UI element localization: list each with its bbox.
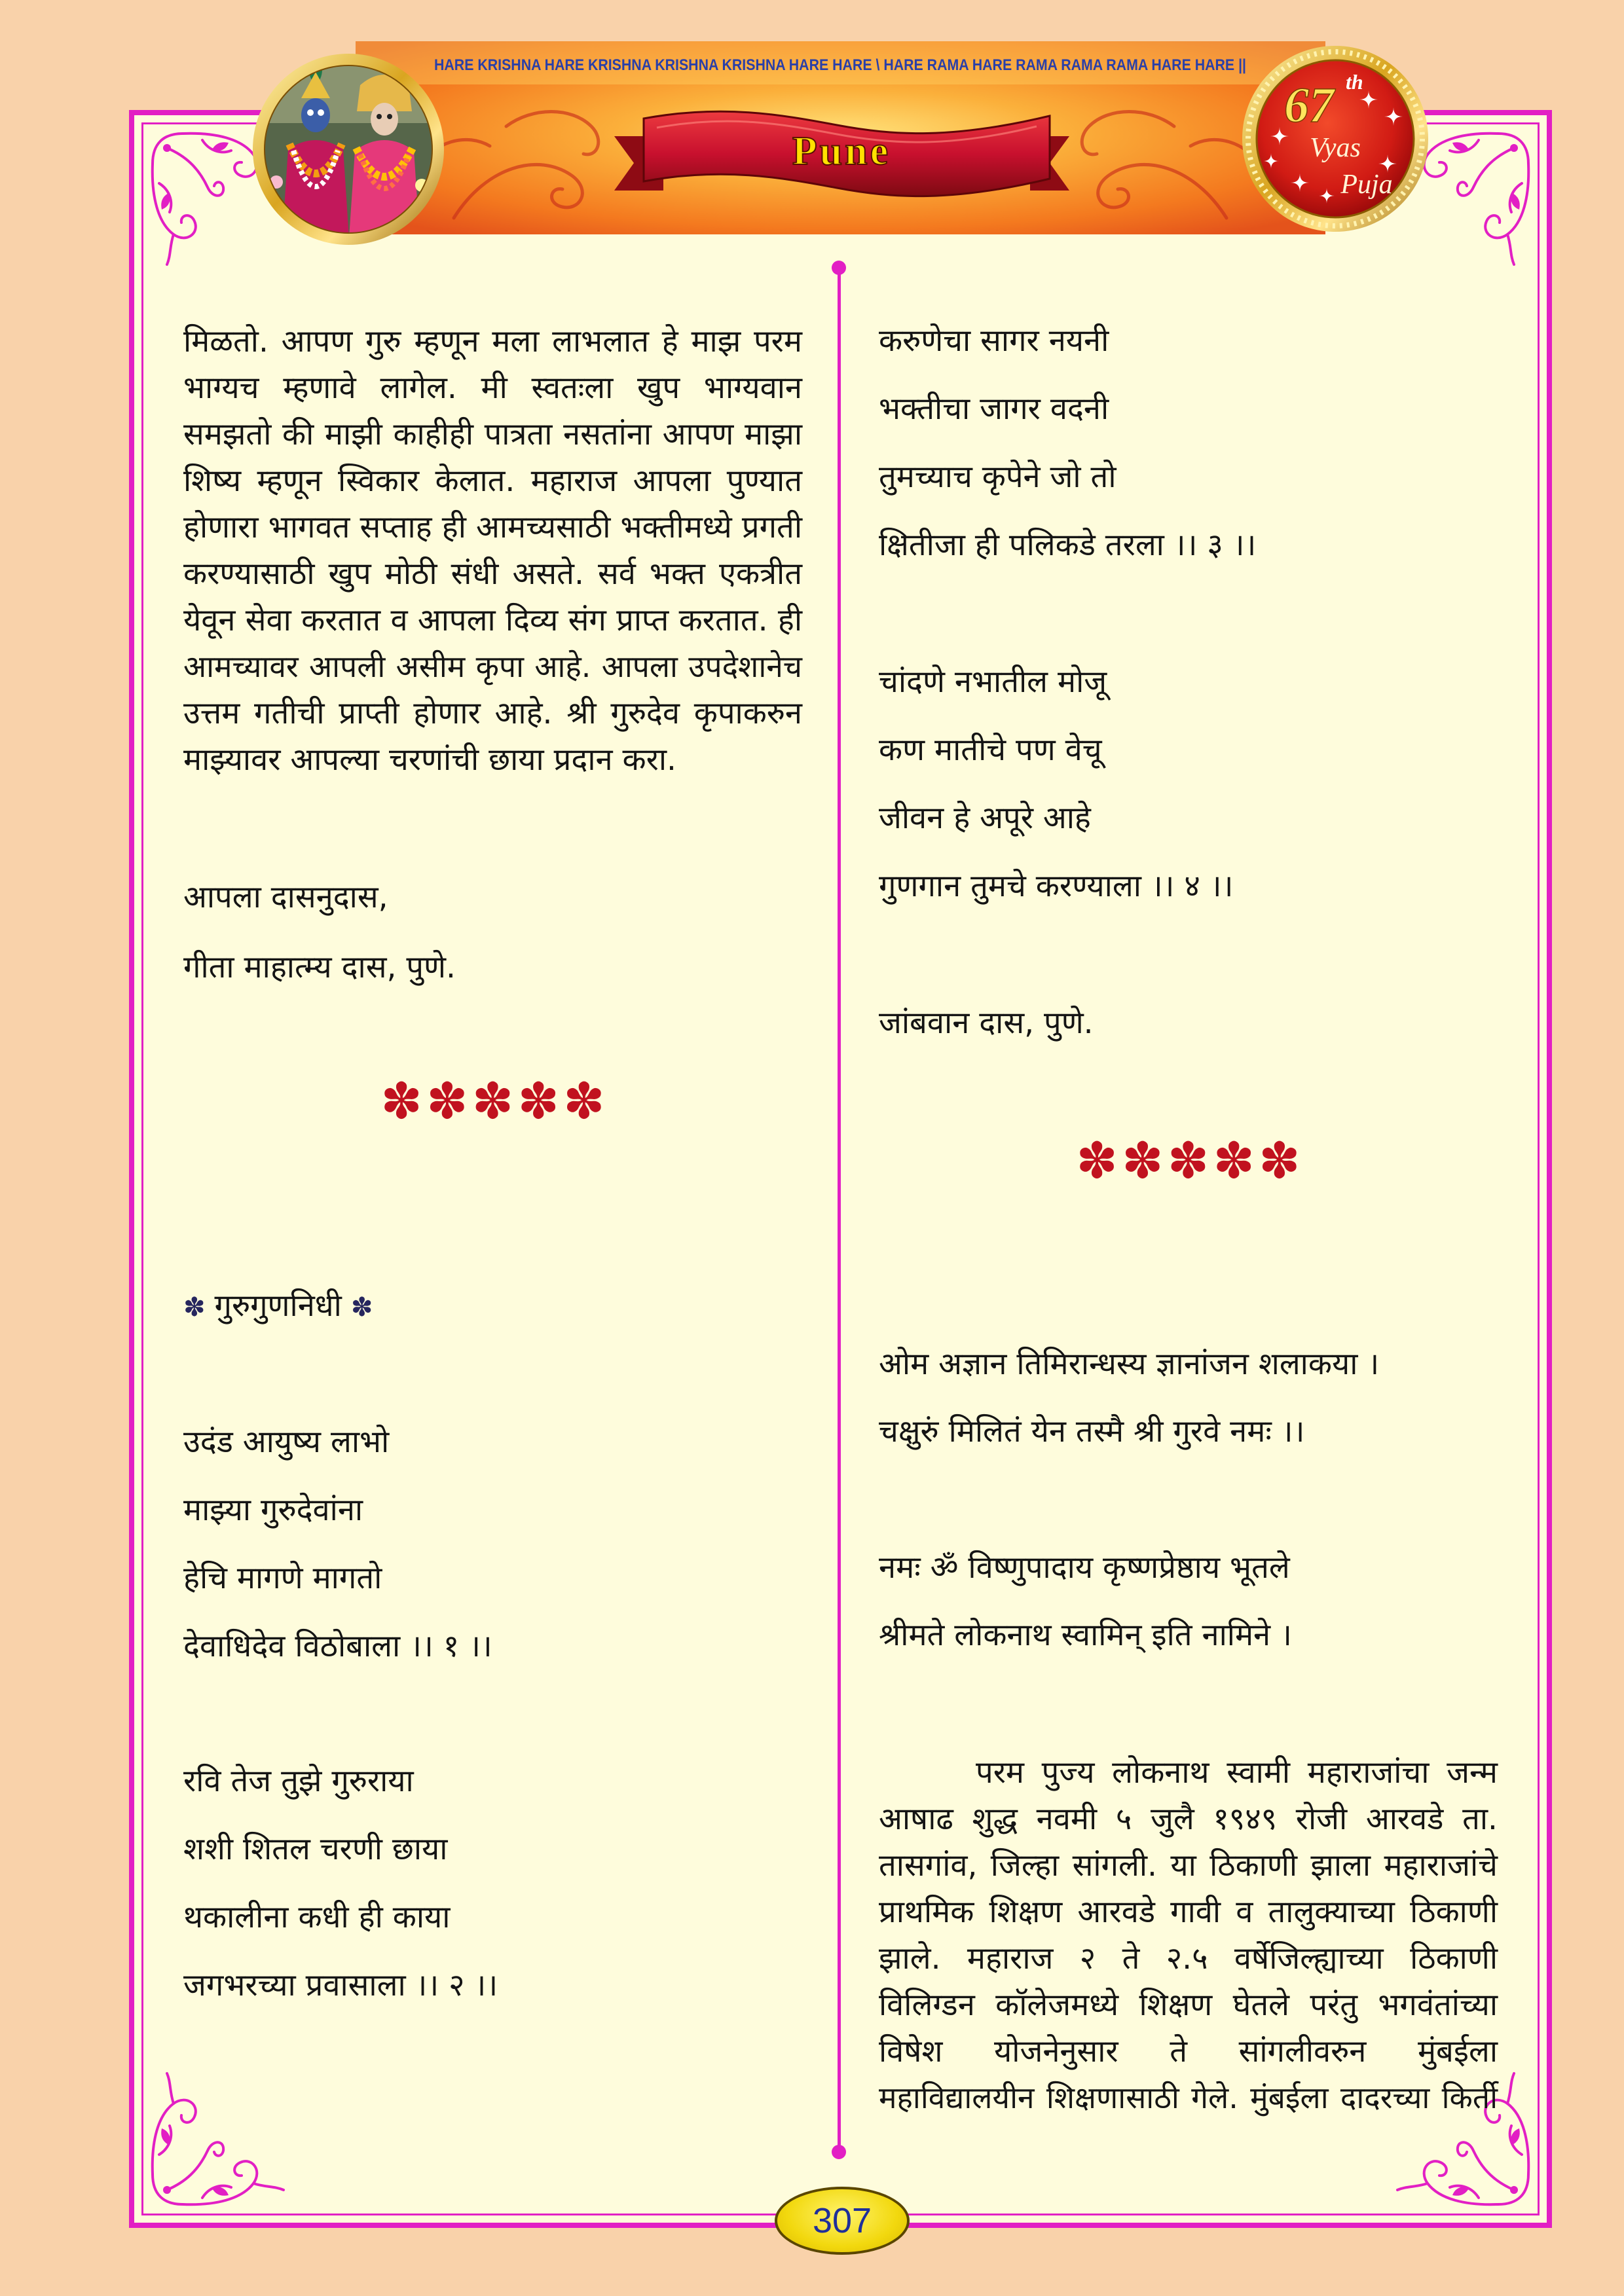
- divider-dot-bottom: [832, 2145, 846, 2159]
- poem-line: शशी शितल चरणी छाया: [183, 1831, 448, 1867]
- shloka-line: नमः ॐ विष्णुपादाय कृष्णप्रेष्ठाय भूतले: [879, 1550, 1290, 1586]
- paragraph-line: करण्यासाठी खुप मोठी संधी असते. सर्व भक्त एकत्रीत: [183, 556, 802, 592]
- shloka-1: [879, 1330, 1498, 1465]
- paragraph-line: प्राथमिक शिक्षण आरवडे गावी व तालुक्याच्या ठिकाणी: [879, 1894, 1498, 1930]
- poem-line: थकालीना कधी ही काया: [183, 1899, 451, 1935]
- star-separator: ✽✽✽✽✽: [1076, 1131, 1304, 1190]
- paragraph-line: आषाढ शुद्ध नवमी ५ जुलै १९४९ रोजी आरवडे ता.: [879, 1801, 1498, 1837]
- deity-image: [250, 51, 447, 247]
- signature-line: जांबवान दास, पुणे.: [879, 1005, 1094, 1041]
- poem-line: माझ्या गुरुदेवांना: [183, 1492, 363, 1528]
- vyas-puja-badge: [1237, 41, 1433, 237]
- poem-title: गुरुगुणनिधी: [214, 1288, 342, 1324]
- badge-line-puja: Puja: [1340, 170, 1393, 200]
- paragraph-line: परम पुज्य लोकनाथ स्वामी महाराजांचा जन्म: [976, 1755, 1498, 1791]
- divider-dot-top: [832, 261, 846, 275]
- paragraph-line: तासगांव, जिल्हा सांगली. या ठिकाणी झाला महाराजांचे: [879, 1848, 1498, 1884]
- paragraph-line: येवून सेवा करतात व आपला दिव्य संग प्राप्त करतात. ही: [183, 602, 802, 638]
- biography-paragraph: [879, 1749, 1498, 2121]
- poem-stanza-2: [183, 1747, 802, 2020]
- badge-number: 67: [1284, 78, 1334, 133]
- poem-line: कण मातीचे पण वेचू: [879, 732, 1102, 768]
- poem-line: करुणेचा सागर नयनी: [879, 323, 1109, 359]
- poem-line: उदंड आयुष्य लाभो: [183, 1424, 390, 1460]
- shloka-line: ओम अज्ञान तिमिरान्धस्य ज्ञानांजन शलाकया ।: [879, 1346, 1380, 1382]
- poem-line: रवि तेज तुझे गुरुराया: [183, 1763, 414, 1799]
- page-number-badge: [775, 2187, 910, 2255]
- poem-stanza-1: [183, 1408, 802, 1681]
- header-banner: [356, 41, 1325, 234]
- shloka-line: श्रीमते लोकनाथ स्वामिन् इति नामिने ।: [879, 1617, 1292, 1653]
- poem-line: भक्तीचा जागर वदनी: [879, 391, 1109, 427]
- badge-line-vyas: Vyas: [1310, 133, 1361, 163]
- column-divider: [838, 268, 841, 2152]
- signature-line: गीता माहात्म्य दास, पुणे.: [183, 949, 456, 985]
- paragraph-line: उत्तम गतीची प्राप्ती होणार आहे. श्री गुरुदेव कृपाकरुन: [183, 695, 802, 731]
- letter-paragraph: [183, 318, 802, 783]
- poem-heading: [183, 1277, 802, 1336]
- ribbon-title: Pune: [792, 129, 891, 173]
- poem-line: चांदणे नभातील मोजू: [879, 664, 1107, 700]
- poem-signature: [879, 989, 1498, 1057]
- badge-suffix: th: [1346, 70, 1363, 94]
- chant-text: HARE KRISHNA HARE KRISHNA KRISHNA KRISHNA HARE HARE \ HARE RAMA HARE RAMA RAMA RAMA HARE HARE ||: [434, 56, 1246, 74]
- paragraph-line: आमच्यावर आपली असीम कृपा आहे. आपला उपदेशानेच: [183, 649, 802, 684]
- paragraph-line: महाविद्यालयीन शिक्षणासाठी गेले. मुंबईला दादरच्या किर्ती: [879, 2080, 1498, 2115]
- poem-line: तुमच्याच कृपेने जो तो: [879, 459, 1116, 495]
- signature-line: आपला दासनुदास,: [183, 879, 388, 915]
- paragraph-line: झाले. महाराज २ ते २.५ वर्षेजिल्ह्याच्या ठिकाणी: [879, 1941, 1498, 1977]
- poem-line: जीवन हे अपूरे आहे: [879, 800, 1091, 836]
- paragraph-line: भाग्यच म्हणावे लागेल. मी स्वतःला खुप भाग्यवान: [183, 370, 802, 406]
- paragraph-line: समझतो की माझी काहीही पात्रता नसतांना आपण माझा: [183, 416, 802, 452]
- paragraph-line: विलिग्डन कॉलेजमध्ये शिक्षण घेतले परंतु भगवंतांच्या: [879, 1987, 1498, 2023]
- poem-line: देवाधिदेव विठोबाला ।। १ ।।: [183, 1628, 492, 1664]
- poem-stanza-4: [879, 648, 1498, 920]
- page-number: 307: [812, 2201, 872, 2240]
- shloka-line: चक्षुरुं मिलितं येन तस्मै श्री गुरवे नमः ।।: [879, 1413, 1305, 1449]
- asterisk-icon: ✽: [350, 1292, 373, 1322]
- poem-line: हेचि मागणे मागतो: [183, 1560, 382, 1596]
- poem-stanza-3: [879, 307, 1498, 579]
- paragraph-line: मिळतो. आपण गुरु म्हणून मला लाभलात हे माझ परम: [183, 323, 802, 359]
- star-separator: ✽✽✽✽✽: [380, 1072, 609, 1130]
- poem-line: जगभरच्या प्रवासाला ।। २ ।।: [183, 1967, 498, 2003]
- paragraph-line: होणारा भागवत सप्ताह ही आमच्यसाठी भक्तीमध्ये प्रगती: [183, 509, 802, 545]
- letter-signature: [183, 862, 802, 1002]
- paragraph-line: शिष्य म्हणून स्विकार केलात. महाराज आपला पुण्यात: [183, 463, 802, 499]
- paragraph-line: माझ्यावर आपल्या चरणांची छाया प्रदान करा.: [183, 742, 676, 778]
- shloka-2: [879, 1534, 1498, 1669]
- poem-line: गुणगान तुमचे करण्याला ।। ४ ।।: [879, 868, 1234, 904]
- poem-line: क्षितीजा ही पलिकडे तरला ।। ३ ।।: [879, 527, 1257, 563]
- paragraph-line: विषेश योजनेनुसार ते सांगलीवरुन मुंबईला: [879, 2033, 1498, 2069]
- asterisk-icon: ✽: [183, 1292, 206, 1322]
- corner-ornament-bottom-left: [143, 2069, 287, 2214]
